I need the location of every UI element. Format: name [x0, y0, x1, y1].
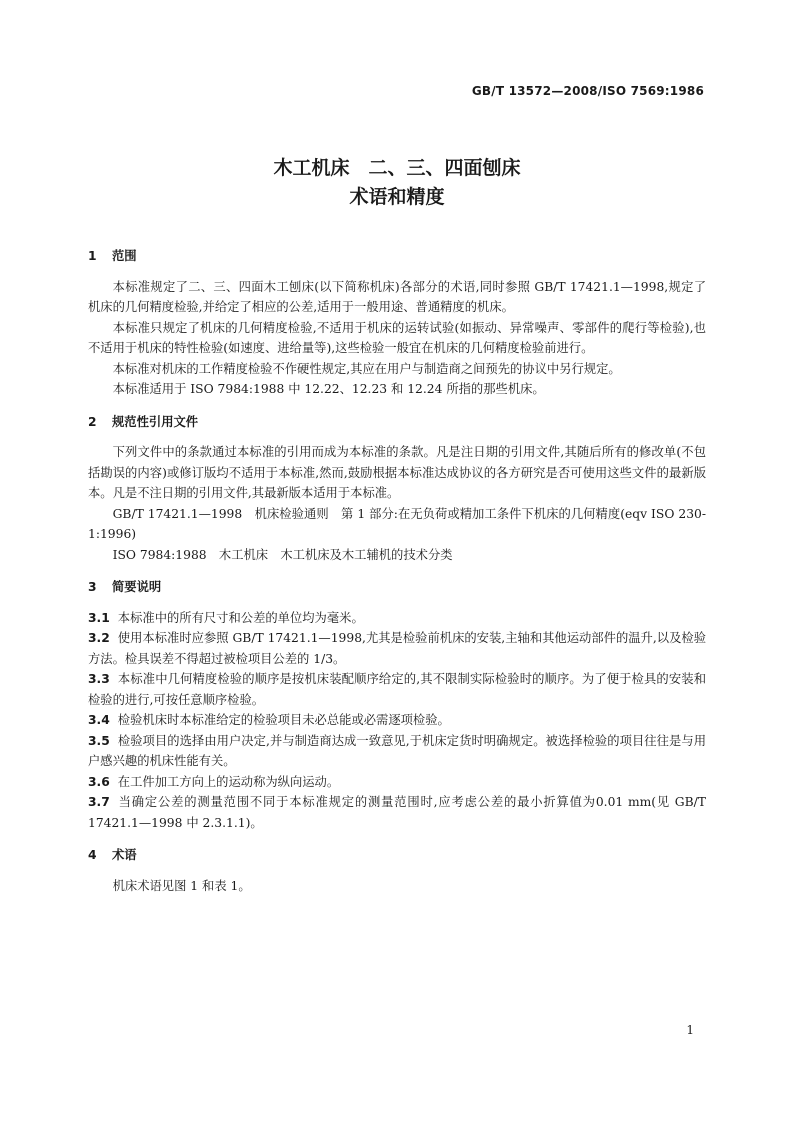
document-subtitle: 术语和精度 — [349, 186, 445, 208]
paragraph: 本标准适用于 ISO 7984:1988 中 12.22、12.23 和 12.24 所指的那些机床。 — [112, 382, 545, 396]
clause-text: 检验项目的选择由用户决定,并与制造商达成一致意见,于机床定货时明确规定。被选择检验的项目往往是与用户感兴趣的机床性能有关。 — [88, 733, 706, 768]
clause — [88, 710, 706, 731]
clause-number: 3.6 — [88, 774, 110, 789]
section-title: 术语 — [112, 848, 137, 862]
paragraph: 本标准规定了二、三、四面木工刨床(以下简称机床)各部分的术语,同时参照 GB/T 17421.1—1998,规定了机床的几何精度检验,并给定了相应的公差,适用于一般用途、普通精度的机床。 — [88, 279, 706, 314]
clause-number: 3.5 — [88, 733, 110, 748]
reference-item: ISO 7984:1988 木工机床 木工机床及木工辅机的技术分类 — [112, 547, 453, 562]
section-heading-brief-notes — [88, 577, 706, 598]
paragraph: 机床术语见图 1 和表 1。 — [112, 878, 251, 893]
clause — [88, 628, 706, 669]
clause-number: 3.2 — [88, 631, 110, 645]
clause — [88, 731, 706, 772]
clause-text: 使用本标准时应参照 GB/T 17421.1—1998,尤其是检验前机床的安装,主轴和其他运动部件的温升,以及检验方法。检具误差不得超过被检项目公差的 1/3。 — [88, 631, 706, 666]
section-heading-scope — [88, 246, 706, 267]
section-number: 3 — [88, 580, 97, 594]
paragraph: 下列文件中的条款通过本标准的引用而成为本标准的条款。凡是注日期的引用文件,其随后所有的修改单(不包括勘误的内容)或修订版均不适用于本标准,然而,鼓励根据本标准达成协议的各方研究是否可使用这些文件的最新版本。凡是不注日期的引用文件,其最新版本适用于本标准。 — [88, 445, 706, 500]
section-title: 简要说明 — [112, 580, 162, 594]
clause — [88, 669, 706, 710]
paragraph: 本标准只规定了机床的几何精度检验,不适用于机床的运转试验(如振动、异常噪声、零部件的爬行等检验),也不适用于机床的特性检验(如速度、进给量等),这些检验一般宜在机床的几何精度检验前进行。 — [88, 320, 706, 355]
clause-text: 本标准中几何精度检验的顺序是按机床装配顺序给定的,其不限制实际检验时的顺序。为了便于检具的安装和检验的进行,可按任意顺序检验。 — [88, 672, 706, 707]
section-number: 1 — [88, 249, 97, 263]
section-title: 范围 — [112, 249, 137, 263]
paragraph: 本标准对机床的工作精度检验不作硬性规定,其应在用户与制造商之间预先的协议中另行规定。 — [112, 361, 621, 376]
clause-text: 本标准中的所有尺寸和公差的单位均为毫米。 — [117, 610, 364, 625]
section-heading-normative-references — [88, 412, 706, 433]
clause-number: 3.4 — [88, 713, 110, 727]
document-title: 木工机床 二、三、四面刨床 — [273, 157, 521, 179]
clause — [88, 792, 706, 833]
clause — [88, 772, 706, 793]
clause-text: 当确定公差的测量范围不同于本标准规定的测量范围时,应考虑公差的最小折算值为0.01 mm(见 GB/T 17421.1—1998 中 2.3.1.1)。 — [88, 795, 706, 830]
reference-item: GB/T 17421.1—1998 机床检验通则 第 1 部分:在无负荷或精加工条件下机床的几何精度(eqv ISO 230-1:1996) — [88, 506, 706, 541]
section-title: 规范性引用文件 — [112, 414, 199, 429]
clause-text: 在工件加工方向上的运动称为纵向运动。 — [117, 774, 340, 789]
section-heading-terms — [88, 845, 706, 866]
standard-code: GB/T 13572—2008/ISO 7569:1986 — [471, 84, 704, 98]
section-number: 2 — [88, 414, 97, 429]
section-number: 4 — [88, 848, 97, 862]
clause-number: 3.7 — [88, 795, 110, 809]
document-body — [88, 246, 706, 896]
clause-number: 3.1 — [88, 610, 110, 625]
page-number: 1 — [686, 1023, 694, 1037]
clause-text: 检验机床时本标准给定的检验项目未必总能或必需逐项检验。 — [117, 713, 450, 727]
clause — [88, 608, 706, 629]
clause-number: 3.3 — [88, 672, 110, 686]
